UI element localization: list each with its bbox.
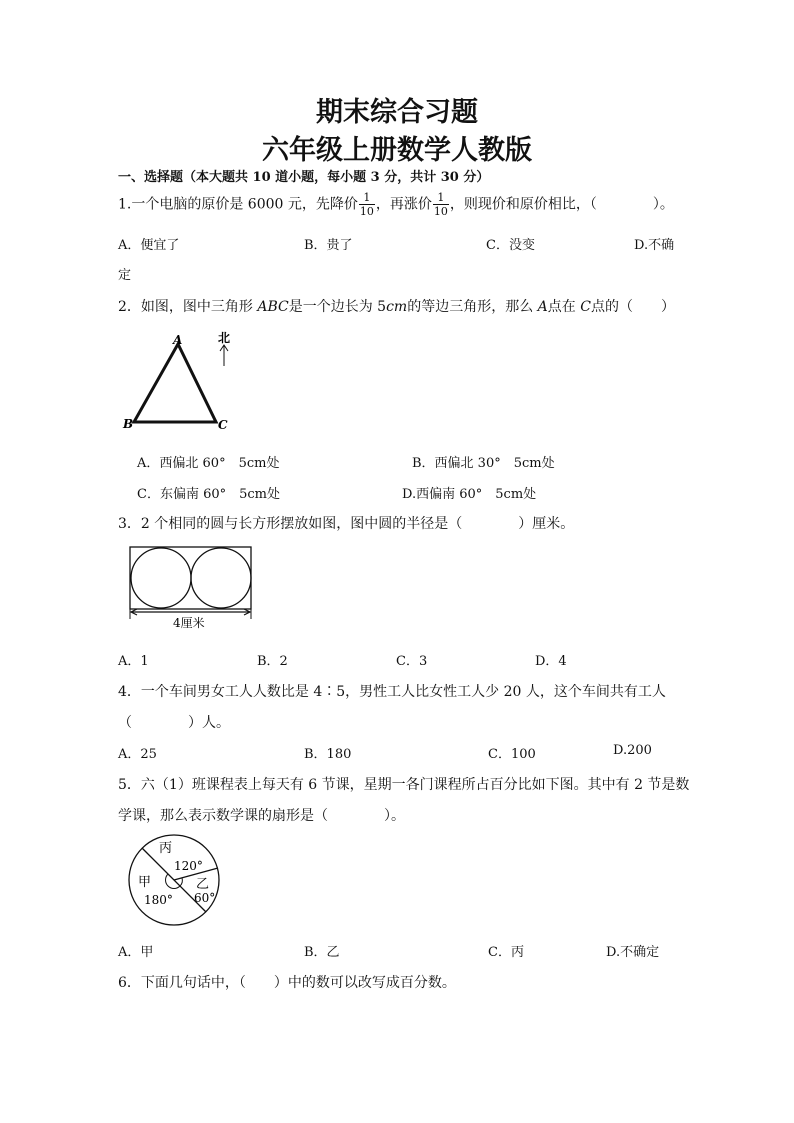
fraction-1	[359, 191, 375, 218]
q3-option-d[interactable]: D．4	[535, 654, 567, 669]
circle-left	[131, 548, 191, 608]
label-a: A	[173, 333, 183, 347]
q5-option-b[interactable]: B．乙	[304, 945, 340, 960]
question-2-unit: cm	[386, 299, 408, 315]
north-label: 北	[218, 331, 231, 345]
q1-option-c[interactable]: C．没变	[486, 238, 535, 253]
question-2-text-e: 点的（ ）	[590, 299, 675, 315]
q1-option-d-wrap: 定	[118, 268, 132, 283]
question-2-triangle-name: ABC	[257, 299, 289, 315]
question-1-text-a: 1.一个电脑的原价是 6000 元，先降价	[118, 196, 358, 213]
sector-label-jia: 甲	[138, 875, 152, 890]
q5-option-a[interactable]: A．甲	[118, 945, 154, 960]
fraction-2-numerator: 1	[433, 191, 449, 205]
q4-option-b[interactable]: B．180	[304, 747, 352, 762]
question-2-point-c: C	[580, 299, 591, 315]
dimension-label: 4厘米	[173, 616, 205, 630]
q5-option-c[interactable]: C．丙	[488, 945, 524, 960]
q1-option-b[interactable]: B．贵了	[304, 238, 353, 253]
q3-option-a[interactable]: A．1	[118, 654, 149, 669]
sector-label-yi: 乙	[196, 877, 210, 892]
q3-option-c[interactable]: C．3	[396, 654, 428, 669]
angle-arc-yi	[180, 878, 182, 886]
q1-option-d[interactable]: D.不确	[634, 238, 675, 253]
question-2-text-a: 2．如图，图中三角形	[118, 299, 258, 315]
q5-option-d[interactable]: D.不确定	[606, 945, 660, 960]
sector-angle-60: 60°	[194, 891, 216, 905]
pie-figure	[124, 832, 224, 930]
question-2	[118, 296, 675, 316]
triangle-abc	[134, 344, 216, 422]
sector-angle-120: 120°	[174, 859, 203, 873]
question-1-text-b: ，再涨价	[375, 196, 432, 213]
question-2-text-c: 的等边三角形，那么	[407, 299, 538, 315]
q3-option-b[interactable]: B．2	[257, 654, 288, 669]
q2-option-b[interactable]: B．西偏北 30° 5cm处	[412, 456, 555, 471]
question-4-line1: 4．一个车间男女工人人数比是 4∶5，男性工人比女性工人少 20 人，这个车间共有工人	[118, 684, 666, 700]
q2-option-c[interactable]: C．东偏南 60° 5cm处	[137, 487, 281, 502]
sector-angle-180: 180°	[144, 893, 173, 907]
q4-option-c[interactable]: C．100	[488, 747, 536, 762]
triangle-figure	[118, 330, 248, 435]
q4-option-a[interactable]: A．25	[118, 747, 157, 762]
question-1-text-c: ，则现价和原价相比，（ ）。	[449, 196, 674, 213]
question-3: 3．2 个相同的圆与长方形摆放如图，图中圆的半径是（ ）厘米。	[118, 516, 575, 532]
question-5-line2: 学课，那么表示数学课的扇形是（ ）。	[118, 808, 405, 824]
document-title-line1: 期末综合习题	[316, 97, 478, 128]
fraction-2-denominator: 10	[433, 205, 448, 218]
circle-right	[191, 548, 251, 608]
label-c: C	[218, 418, 228, 432]
q1-option-a[interactable]: A．便宜了	[118, 238, 180, 253]
question-6: 6．下面几句话中，（ ）中的数可以改写成百分数。	[118, 975, 456, 991]
circles-rectangle-figure	[126, 543, 258, 633]
fraction-2	[433, 191, 449, 218]
sector-label-bing: 丙	[159, 841, 173, 856]
q2-option-a[interactable]: A．西偏北 60° 5cm处	[137, 456, 280, 471]
question-2-text-d: 点在	[547, 299, 581, 315]
angle-arc-jia	[166, 874, 180, 888]
document-title-line2: 六年级上册数学人教版	[262, 135, 532, 166]
fraction-1-numerator: 1	[359, 191, 375, 205]
section-heading: 一、选择题（本大题共 10 道小题，每小题 3 分，共计 30 分）	[118, 170, 490, 185]
question-2-text-b: 是一个边长为 5	[288, 299, 387, 315]
question-1	[118, 191, 674, 218]
question-5-line1: 5．六（1）班课程表上每天有 6 节课，星期一各门课程所占百分比如下图。其中有 2 节是数	[118, 777, 690, 793]
question-2-point-a: A	[537, 299, 548, 315]
q2-option-d[interactable]: D.西偏南 60° 5cm处	[402, 487, 537, 502]
q4-option-d[interactable]: D.200	[613, 743, 652, 758]
question-4-line2: （ ）人。	[118, 715, 230, 731]
fraction-1-denominator: 10	[359, 205, 374, 218]
label-b: B	[123, 417, 134, 431]
